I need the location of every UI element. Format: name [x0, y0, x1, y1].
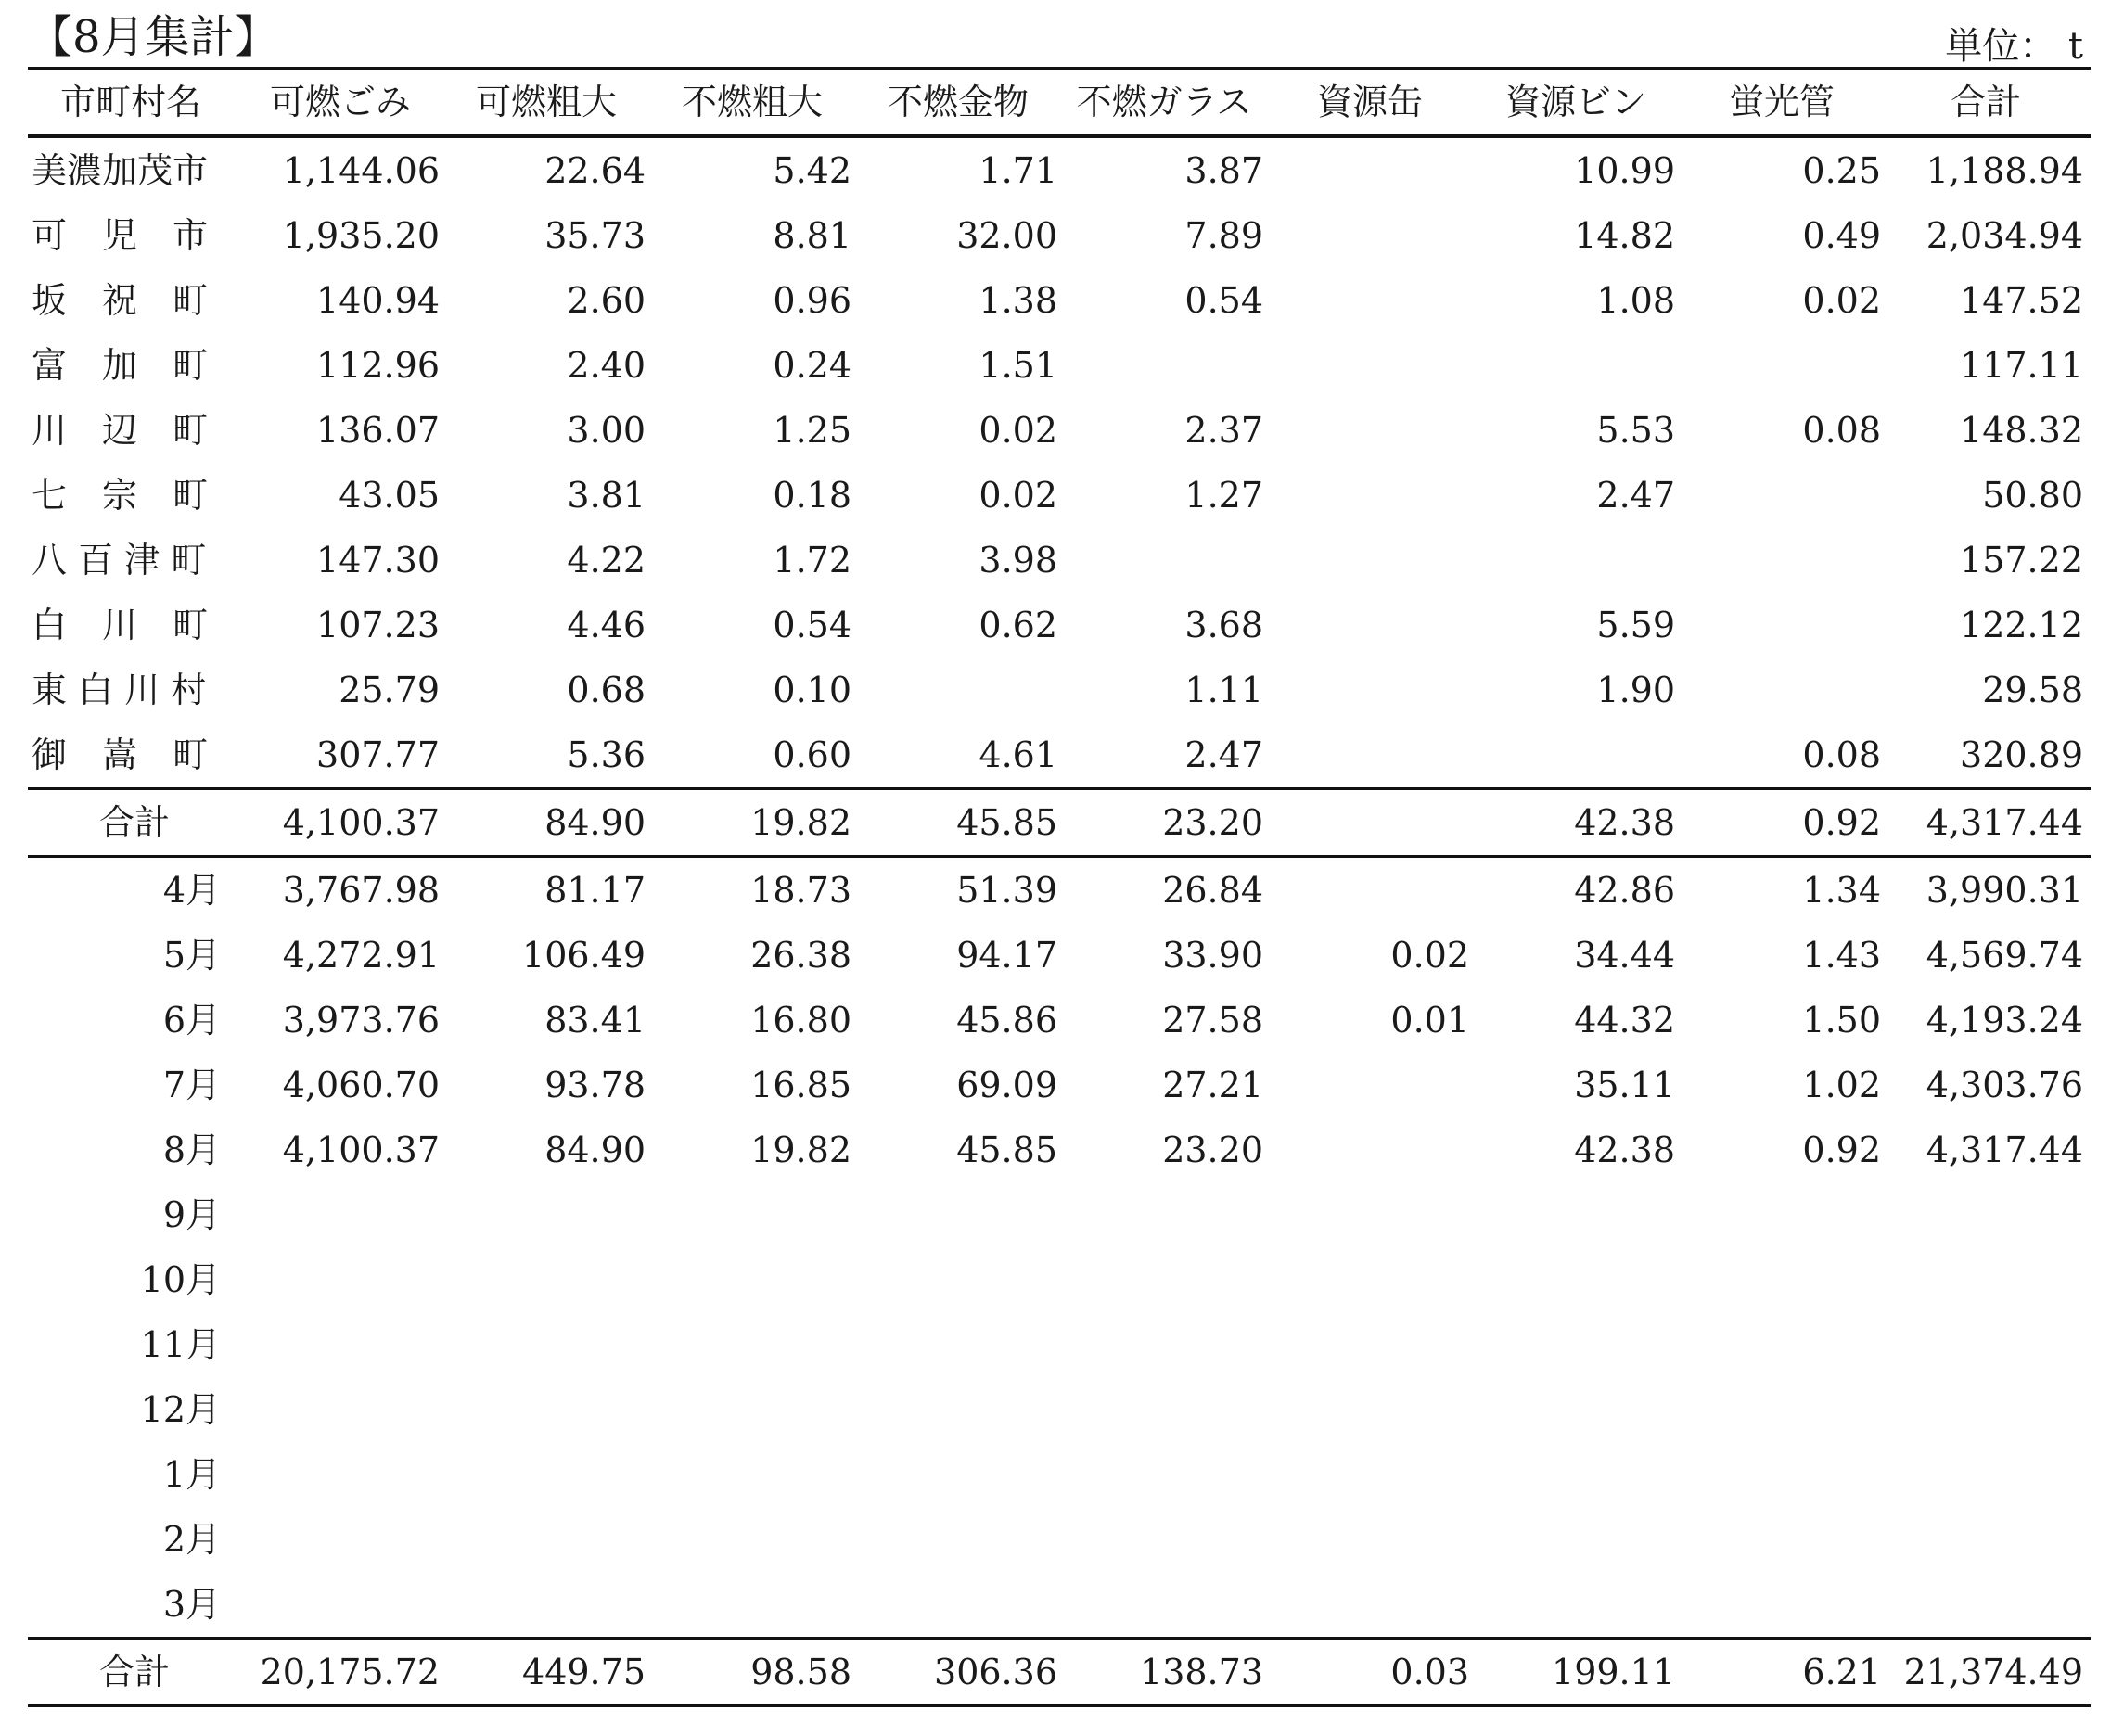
- table-row: [28, 1247, 2091, 1312]
- table-row: [28, 528, 2091, 593]
- table-cell: 44.32: [1574, 1000, 1675, 1040]
- row-label: 10月: [140, 1259, 221, 1300]
- report-title: 【8月集計】: [28, 11, 279, 63]
- row-label: 御 嵩 町: [32, 734, 209, 775]
- table-cell: [447, 1442, 653, 1507]
- table-cell: 1.25: [773, 410, 851, 451]
- table-cell: 1.90: [1596, 670, 1675, 710]
- header-burnable-bulky: 可燃粗大: [447, 69, 653, 137]
- table-row: [28, 1507, 2091, 1572]
- table-cell: [1477, 333, 1682, 398]
- table-cell: [653, 1572, 859, 1639]
- table-cell: 8.81: [773, 215, 851, 256]
- table-cell: 0.02: [1802, 280, 1881, 321]
- table-cell: [859, 1507, 1065, 1572]
- table-cell: 1.72: [773, 540, 851, 581]
- municipal-total-section: [28, 789, 2091, 857]
- table-cell: [1682, 1182, 1888, 1247]
- table-cell: [1682, 1247, 1888, 1312]
- table-row: [28, 593, 2091, 657]
- monthly-rows: [28, 857, 2091, 1639]
- table-row: [28, 268, 2091, 333]
- table-cell: [1271, 657, 1477, 722]
- table-cell: 98.58: [653, 1639, 859, 1706]
- table-cell: 1,935.20: [282, 215, 440, 256]
- unit-label: 単位： t: [1945, 25, 2083, 68]
- table-cell: [1682, 528, 1888, 593]
- table-cell: 0.60: [773, 734, 851, 775]
- table-cell: 23.20: [1065, 789, 1271, 857]
- table-cell: 83.41: [544, 1000, 646, 1040]
- row-label: 合計: [28, 789, 241, 857]
- table-row: [28, 1312, 2091, 1377]
- header-row: [28, 69, 2091, 137]
- table-cell: 50.80: [1982, 475, 2083, 516]
- row-label: 富 加 町: [32, 345, 209, 386]
- table-cell: 18.73: [750, 870, 851, 911]
- table-cell: [1477, 1312, 1682, 1377]
- table-cell: [447, 1312, 653, 1377]
- table-cell: 69.09: [956, 1065, 1057, 1105]
- table-row: [28, 203, 2091, 268]
- table-cell: [1271, 203, 1477, 268]
- table-cell: [1065, 528, 1271, 593]
- table-cell: 2.47: [1184, 734, 1263, 775]
- table-cell: [1271, 593, 1477, 657]
- table-cell: 84.90: [544, 1130, 646, 1170]
- table-cell: 1.50: [1802, 1000, 1881, 1040]
- table-cell: [1888, 1442, 2091, 1507]
- table-cell: [653, 1507, 859, 1572]
- table-cell: 6.21: [1682, 1639, 1888, 1706]
- table-cell: 0.24: [773, 345, 851, 386]
- table-cell: 1.34: [1802, 870, 1881, 911]
- table-cell: 3,990.31: [1925, 870, 2083, 911]
- row-label: 東 白 川 村: [32, 670, 207, 710]
- table-cell: [1065, 1182, 1271, 1247]
- table-cell: 3.68: [1184, 605, 1263, 645]
- table-cell: 5.42: [773, 150, 851, 191]
- table-cell: 0.18: [773, 475, 851, 516]
- table-cell: [1682, 1572, 1888, 1639]
- row-label: 1月: [162, 1454, 221, 1495]
- table-cell: 1.27: [1184, 475, 1263, 516]
- table-cell: [1682, 1442, 1888, 1507]
- table-cell: [241, 1182, 447, 1247]
- row-label: 七 宗 町: [32, 475, 209, 516]
- table-cell: 157.22: [1960, 540, 2083, 581]
- row-label: 4月: [162, 870, 221, 911]
- table-cell: 0.68: [567, 670, 646, 710]
- table-cell: 42.38: [1574, 1130, 1675, 1170]
- table-cell: 84.90: [447, 789, 653, 857]
- table-cell: [241, 1247, 447, 1312]
- table-cell: [1271, 1507, 1477, 1572]
- table-cell: [653, 1182, 859, 1247]
- table-cell: [1065, 1572, 1271, 1639]
- header-cans: 資源缶: [1271, 69, 1477, 137]
- row-label: 合計: [28, 1639, 241, 1706]
- table-cell: 0.08: [1802, 734, 1881, 775]
- table-cell: 1,144.06: [282, 150, 440, 191]
- row-label: 11月: [140, 1324, 221, 1365]
- table-cell: [447, 1572, 653, 1639]
- table-cell: 1.38: [979, 280, 1057, 321]
- table-cell: [1065, 1247, 1271, 1312]
- table-cell: 35.11: [1574, 1065, 1675, 1105]
- table-cell: [859, 1247, 1065, 1312]
- table-cell: 2.40: [567, 345, 646, 386]
- table-cell: [1271, 1053, 1477, 1117]
- table-cell: 0.62: [979, 605, 1057, 645]
- row-label: 白 川 町: [32, 605, 209, 645]
- table-cell: [1271, 857, 1477, 924]
- table-cell: 4,317.44: [1925, 1130, 2083, 1170]
- table-cell: 449.75: [447, 1639, 653, 1706]
- table-cell: [1888, 1182, 2091, 1247]
- table-cell: 4,303.76: [1925, 1065, 2083, 1105]
- table-cell: [1271, 1572, 1477, 1639]
- table-cell: 3.98: [979, 540, 1057, 581]
- table-cell: 14.82: [1574, 215, 1675, 256]
- row-label: 坂 祝 町: [32, 280, 209, 321]
- row-label: 可 児 市: [32, 215, 209, 256]
- row-label: 美濃加茂市: [32, 150, 209, 191]
- table-cell: 27.21: [1162, 1065, 1263, 1105]
- table-cell: 93.78: [544, 1065, 646, 1105]
- table-cell: 5.36: [567, 734, 646, 775]
- table-cell: 27.58: [1162, 1000, 1263, 1040]
- table-cell: 0.54: [1184, 280, 1263, 321]
- table-cell: 3.87: [1184, 150, 1263, 191]
- table-cell: 1.11: [1184, 670, 1263, 710]
- table-cell: [1682, 657, 1888, 722]
- header-nonburnable-bulky: 不燃粗大: [653, 69, 859, 137]
- table-cell: 3,973.76: [282, 1000, 440, 1040]
- table-cell: [859, 1182, 1065, 1247]
- table-row: [28, 1377, 2091, 1442]
- table-cell: 35.73: [544, 215, 646, 256]
- header-burnable: 可燃ごみ: [241, 69, 447, 137]
- table-cell: 107.23: [316, 605, 440, 645]
- table-cell: 4,272.91: [282, 935, 440, 976]
- table-cell: [241, 1312, 447, 1377]
- table-cell: 2.37: [1184, 410, 1263, 451]
- row-label: 12月: [140, 1389, 221, 1430]
- header-total: 合計: [1888, 69, 2091, 137]
- table-cell: [1271, 528, 1477, 593]
- table-cell: 7.89: [1184, 215, 1263, 256]
- header-fluorescent: 蛍光管: [1682, 69, 1888, 137]
- table-cell: 45.85: [859, 789, 1065, 857]
- table-cell: [1888, 1247, 2091, 1312]
- table-cell: [859, 1442, 1065, 1507]
- grand-total-section: [28, 1639, 2091, 1706]
- table-cell: [1682, 463, 1888, 528]
- table-cell: 19.82: [750, 1130, 851, 1170]
- table-cell: 307.77: [316, 734, 440, 775]
- table-cell: 112.96: [316, 345, 440, 386]
- table-cell: [1065, 1507, 1271, 1572]
- table-cell: 33.90: [1162, 935, 1263, 976]
- table-cell: [1271, 1312, 1477, 1377]
- header-nonburnable-metal: 不燃金物: [859, 69, 1065, 137]
- table-cell: 106.49: [522, 935, 646, 976]
- table-cell: 81.17: [544, 870, 646, 911]
- table-cell: 26.84: [1162, 870, 1263, 911]
- table-cell: 1.71: [979, 150, 1057, 191]
- table-cell: 4,193.24: [1925, 1000, 2083, 1040]
- table-cell: [447, 1377, 653, 1442]
- table-cell: 42.38: [1477, 789, 1682, 857]
- table-cell: [1888, 1507, 2091, 1572]
- table-cell: [1888, 1312, 2091, 1377]
- table-row: [28, 1117, 2091, 1182]
- table-cell: [653, 1312, 859, 1377]
- table-cell: 29.58: [1982, 670, 2083, 710]
- table-cell: 4,100.37: [282, 1130, 440, 1170]
- municipality-rows: [28, 136, 2091, 789]
- table-cell: 4,569.74: [1925, 935, 2083, 976]
- table-row: [28, 923, 2091, 988]
- table-cell: 306.36: [859, 1639, 1065, 1706]
- table-cell: 34.44: [1574, 935, 1675, 976]
- table-cell: [653, 1247, 859, 1312]
- table-cell: 32.00: [956, 215, 1057, 256]
- table-cell: 5.53: [1596, 410, 1675, 451]
- table-cell: 0.03: [1271, 1639, 1477, 1706]
- table-cell: 3.81: [567, 475, 646, 516]
- table-cell: 4,317.44: [1888, 789, 2091, 857]
- table-cell: 25.79: [339, 670, 440, 710]
- table-cell: 2.47: [1596, 475, 1675, 516]
- table-cell: [1682, 1312, 1888, 1377]
- table-cell: [1477, 722, 1682, 789]
- row-label: 3月: [162, 1584, 221, 1625]
- table-cell: 4.46: [567, 605, 646, 645]
- table-cell: [241, 1442, 447, 1507]
- table-cell: 3,767.98: [282, 870, 440, 911]
- municipal-total-row: [28, 789, 2091, 857]
- table-cell: 4.22: [567, 540, 646, 581]
- table-cell: 320.89: [1960, 734, 2083, 775]
- table-cell: 0.01: [1390, 1000, 1469, 1040]
- table-cell: [1065, 1377, 1271, 1442]
- table-cell: [1682, 333, 1888, 398]
- table-cell: 16.85: [750, 1065, 851, 1105]
- table-cell: 0.08: [1802, 410, 1881, 451]
- table-cell: [1271, 136, 1477, 203]
- grand-total-row: [28, 1639, 2091, 1706]
- table-row: [28, 1182, 2091, 1247]
- table-cell: 0.49: [1802, 215, 1881, 256]
- table-row: [28, 1442, 2091, 1507]
- table-cell: [653, 1377, 859, 1442]
- table-cell: 0.02: [1390, 935, 1469, 976]
- table-row: [28, 1053, 2091, 1117]
- table-cell: [653, 1442, 859, 1507]
- table-cell: [1477, 1442, 1682, 1507]
- row-label: 八 百 津 町: [32, 540, 207, 581]
- table-cell: 1,188.94: [1925, 150, 2083, 191]
- table-cell: [1271, 268, 1477, 333]
- table-cell: 148.32: [1960, 410, 2083, 451]
- table-cell: 147.30: [316, 540, 440, 581]
- table-cell: 51.39: [956, 870, 1057, 911]
- table-cell: [1682, 1507, 1888, 1572]
- table-cell: [1888, 1377, 2091, 1442]
- waste-summary-table: [28, 67, 2091, 1707]
- table-cell: 1.02: [1802, 1065, 1881, 1105]
- table-row: [28, 857, 2091, 924]
- table-cell: 138.73: [1065, 1639, 1271, 1706]
- table-cell: [1271, 1377, 1477, 1442]
- table-cell: 2.60: [567, 280, 646, 321]
- table-cell: [1271, 1182, 1477, 1247]
- row-label: 川 辺 町: [32, 410, 209, 451]
- table-cell: 1.51: [979, 345, 1057, 386]
- table-cell: 45.86: [956, 1000, 1057, 1040]
- table-cell: [859, 1312, 1065, 1377]
- table-cell: [859, 1377, 1065, 1442]
- table-cell: [1065, 1312, 1271, 1377]
- table-cell: [1477, 1377, 1682, 1442]
- table-cell: 136.07: [316, 410, 440, 451]
- table-cell: [1477, 1182, 1682, 1247]
- header-bottles: 資源ビン: [1477, 69, 1682, 137]
- table-cell: 0.25: [1802, 150, 1881, 191]
- table-cell: [1682, 593, 1888, 657]
- table-cell: 4,100.37: [241, 789, 447, 857]
- table-cell: 19.82: [653, 789, 859, 857]
- table-cell: [1477, 1247, 1682, 1312]
- table-cell: 0.92: [1802, 1130, 1881, 1170]
- table-cell: [1888, 1572, 2091, 1639]
- row-label: 9月: [162, 1194, 221, 1235]
- table-cell: [1271, 1117, 1477, 1182]
- table-cell: [1477, 1572, 1682, 1639]
- table-cell: 4.61: [979, 734, 1057, 775]
- table-cell: [1065, 1442, 1271, 1507]
- table-cell: 21,374.49: [1888, 1639, 2091, 1706]
- table-cell: 147.52: [1960, 280, 2083, 321]
- table-row: [28, 657, 2091, 722]
- table-cell: 3.00: [567, 410, 646, 451]
- row-label: 2月: [162, 1519, 221, 1560]
- table-cell: [859, 1572, 1065, 1639]
- table-cell: [447, 1247, 653, 1312]
- table-cell: 0.10: [773, 670, 851, 710]
- table-cell: [1271, 1442, 1477, 1507]
- table-cell: [241, 1507, 447, 1572]
- table-row: [28, 463, 2091, 528]
- table-cell: 16.80: [750, 1000, 851, 1040]
- table-cell: [1271, 1247, 1477, 1312]
- table-row: [28, 722, 2091, 789]
- table-cell: [1271, 789, 1477, 857]
- table-cell: 0.02: [979, 410, 1057, 451]
- table-cell: [1065, 333, 1271, 398]
- table-row: [28, 333, 2091, 398]
- table-cell: [1271, 463, 1477, 528]
- table-cell: [1682, 1377, 1888, 1442]
- table-cell: 94.17: [956, 935, 1057, 976]
- table-cell: 0.96: [773, 280, 851, 321]
- table-cell: [1477, 528, 1682, 593]
- table-cell: 0.02: [979, 475, 1057, 516]
- table-cell: 0.54: [773, 605, 851, 645]
- table-cell: [1271, 722, 1477, 789]
- table-cell: 117.11: [1960, 345, 2083, 386]
- table-cell: [859, 657, 1065, 722]
- table-cell: 1.08: [1596, 280, 1675, 321]
- table-row: [28, 1572, 2091, 1639]
- table-cell: 43.05: [339, 475, 440, 516]
- row-label: 7月: [162, 1065, 221, 1105]
- table-cell: [241, 1377, 447, 1442]
- table-cell: [1271, 398, 1477, 463]
- header-municipality: 市町村名: [28, 69, 241, 137]
- table-cell: 22.64: [544, 150, 646, 191]
- table-cell: [447, 1507, 653, 1572]
- table-cell: 1.43: [1802, 935, 1881, 976]
- table-cell: 45.85: [956, 1130, 1057, 1170]
- row-label: 5月: [162, 935, 221, 976]
- table-cell: 42.86: [1574, 870, 1675, 911]
- table-cell: [241, 1572, 447, 1639]
- table-cell: 20,175.72: [241, 1639, 447, 1706]
- table-cell: 4,060.70: [282, 1065, 440, 1105]
- table-cell: [1477, 1507, 1682, 1572]
- table-cell: 5.59: [1596, 605, 1675, 645]
- table-cell: 10.99: [1574, 150, 1675, 191]
- header-nonburnable-glass: 不燃ガラス: [1065, 69, 1271, 137]
- table-cell: 140.94: [316, 280, 440, 321]
- table-cell: 23.20: [1162, 1130, 1263, 1170]
- row-label: 6月: [162, 1000, 221, 1040]
- table-cell: 199.11: [1477, 1639, 1682, 1706]
- table-row: [28, 136, 2091, 203]
- table-cell: 0.92: [1682, 789, 1888, 857]
- table-row: [28, 988, 2091, 1053]
- row-label: 8月: [162, 1130, 221, 1170]
- table-cell: 26.38: [750, 935, 851, 976]
- table-cell: [1271, 333, 1477, 398]
- table-cell: [447, 1182, 653, 1247]
- table-row: [28, 398, 2091, 463]
- table-cell: 122.12: [1960, 605, 2083, 645]
- table-cell: 2,034.94: [1925, 215, 2083, 256]
